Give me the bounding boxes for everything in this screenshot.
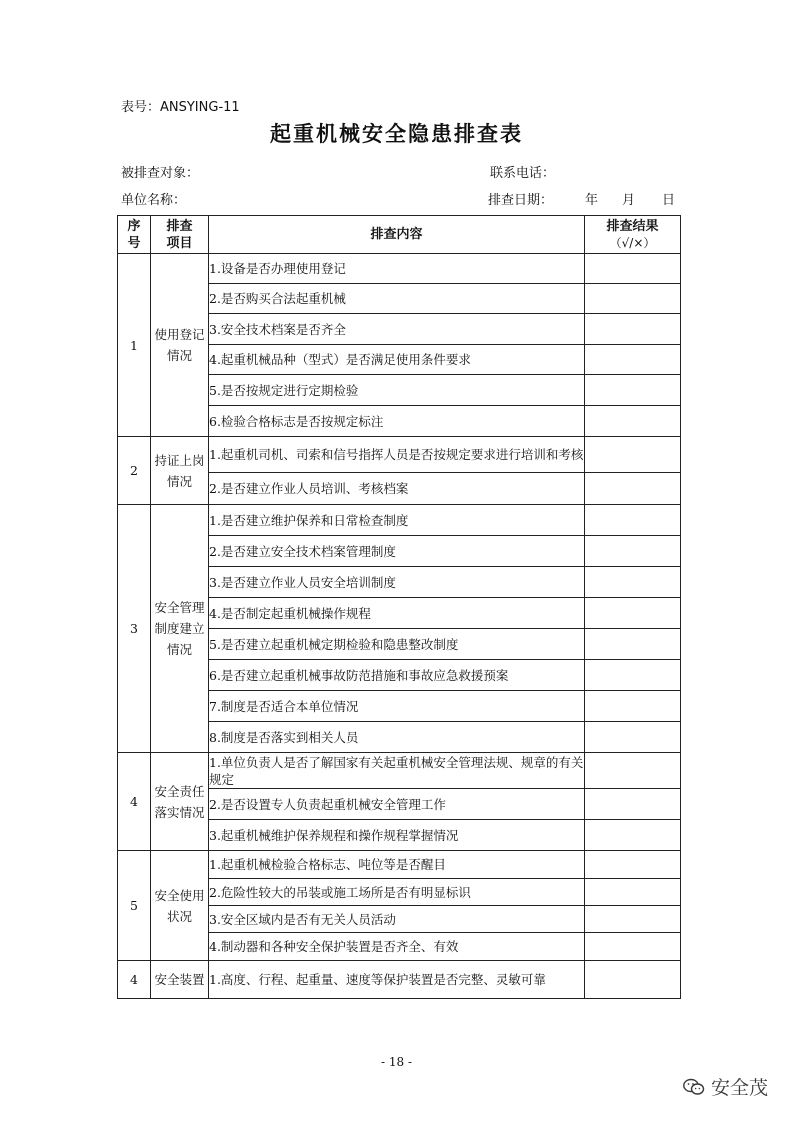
result-cell[interactable] xyxy=(585,473,681,505)
page-number: - 18 - xyxy=(380,1055,412,1069)
inspection-item: 2.是否设置专人负责起重机械安全管理工作 xyxy=(209,789,585,820)
result-cell[interactable] xyxy=(585,629,681,660)
section-number: 4 xyxy=(118,753,151,851)
result-cell[interactable] xyxy=(585,375,681,406)
inspection-item: 4.是否制定起重机械操作规程 xyxy=(209,598,585,629)
table-row xyxy=(118,851,681,879)
section-number: 5 xyxy=(118,851,151,961)
result-cell[interactable] xyxy=(585,820,681,851)
header-item: 排查项目 xyxy=(151,216,209,254)
table-header-row xyxy=(118,216,681,254)
result-cell[interactable] xyxy=(585,598,681,629)
inspection-item: 5.是否建立起重机械定期检验和隐患整改制度 xyxy=(209,629,585,660)
inspection-item: 2.是否建立作业人员培训、考核档案 xyxy=(209,473,585,505)
inspection-item: 1.高度、行程、起重量、速度等保护装置是否完整、灵敏可靠 xyxy=(209,961,585,999)
header-no: 序号 xyxy=(118,216,151,254)
result-cell[interactable] xyxy=(585,851,681,879)
inspection-item: 1.起重机械检验合格标志、吨位等是否醒目 xyxy=(209,851,585,879)
inspection-table xyxy=(117,215,681,999)
inspection-item: 2.危险性较大的吊装或施工场所是否有明显标识 xyxy=(209,879,585,906)
inspection-item: 1.单位负责人是否了解国家有关起重机械安全管理法规、规章的有关规定 xyxy=(209,754,584,787)
result-cell[interactable] xyxy=(585,406,681,437)
result-cell[interactable] xyxy=(585,691,681,722)
inspection-item: 5.是否按规定进行定期检验 xyxy=(209,375,585,406)
result-cell[interactable] xyxy=(585,567,681,598)
section-number: 1 xyxy=(118,254,151,437)
inspection-item: 3.是否建立作业人员安全培训制度 xyxy=(209,567,585,598)
inspect-date-label: 排查日期： xyxy=(488,193,554,208)
section-number: 3 xyxy=(118,505,151,753)
table-row xyxy=(118,753,681,789)
inspection-item: 6.检验合格标志是否按规定标注 xyxy=(209,406,585,437)
inspection-item: 1.是否建立维护保养和日常检查制度 xyxy=(209,505,585,536)
header-content: 排查内容 xyxy=(209,216,585,254)
watermark-text: 安全茂 xyxy=(711,1077,769,1099)
inspection-item: 4.起重机械品种（型式）是否满足使用条件要求 xyxy=(209,345,585,375)
contact-phone-label: 联系电话： xyxy=(490,166,556,181)
inspection-item: 6.是否建立起重机械事故防范措施和事故应急救援预案 xyxy=(209,660,585,691)
date-month: 月 xyxy=(622,193,636,208)
watermark xyxy=(683,1073,768,1100)
wechat-icon xyxy=(683,1078,705,1096)
result-cell[interactable] xyxy=(585,879,681,906)
inspection-item: 8.制度是否落实到相关人员 xyxy=(209,722,585,753)
section-category: 安全管理制度建立情况 xyxy=(151,505,209,753)
result-cell[interactable] xyxy=(585,722,681,753)
result-cell[interactable] xyxy=(585,314,681,345)
result-cell[interactable] xyxy=(585,753,681,789)
inspected-object-label: 被排查对象： xyxy=(121,166,200,181)
table-row xyxy=(118,254,681,284)
result-cell[interactable] xyxy=(585,437,681,473)
header-result: 排查结果 （√/×） xyxy=(585,216,681,254)
result-cell[interactable] xyxy=(585,254,681,284)
inspection-item: 1.设备是否办理使用登记 xyxy=(209,254,585,284)
section-number: 4 xyxy=(118,961,151,999)
section-category: 安全责任落实情况 xyxy=(151,753,209,851)
form-number: 表号：ANSYING-11 xyxy=(121,100,240,115)
result-cell[interactable] xyxy=(585,660,681,691)
result-cell[interactable] xyxy=(585,505,681,536)
inspection-item: 7.制度是否适合本单位情况 xyxy=(209,691,585,722)
result-cell[interactable] xyxy=(585,961,681,999)
result-cell[interactable] xyxy=(585,933,681,961)
section-category: 使用登记情况 xyxy=(151,254,209,437)
unit-name-label: 单位名称： xyxy=(121,193,187,208)
table-row xyxy=(118,437,681,473)
result-cell[interactable] xyxy=(585,284,681,314)
inspection-item: 1.起重机司机、司索和信号指挥人员是否按规定要求进行培训和考核 xyxy=(209,437,585,473)
result-cell[interactable] xyxy=(585,345,681,375)
inspection-item: 3.安全区域内是否有无关人员活动 xyxy=(209,906,585,933)
result-cell[interactable] xyxy=(585,536,681,567)
section-category: 安全使用状况 xyxy=(151,851,209,961)
date-year: 年 xyxy=(585,193,599,208)
section-number: 2 xyxy=(118,437,151,505)
section-category: 安全装置 xyxy=(151,961,209,999)
inspection-item: 4.制动器和各种安全保护装置是否齐全、有效 xyxy=(209,933,585,961)
result-cell[interactable] xyxy=(585,906,681,933)
table-row xyxy=(118,505,681,536)
inspection-item: 2.是否建立安全技术档案管理制度 xyxy=(209,536,585,567)
table-body xyxy=(118,254,681,999)
inspection-item: 3.起重机械维护保养规程和操作规程掌握情况 xyxy=(209,820,585,851)
inspection-item: 2.是否购买合法起重机械 xyxy=(209,284,585,314)
result-cell[interactable] xyxy=(585,789,681,820)
inspection-item: 3.安全技术档案是否齐全 xyxy=(209,314,585,345)
page-title: 起重机械安全隐患排查表 xyxy=(270,122,523,146)
table-row xyxy=(118,961,681,999)
section-category: 持证上岗情况 xyxy=(151,437,209,505)
date-day: 日 xyxy=(662,193,676,208)
